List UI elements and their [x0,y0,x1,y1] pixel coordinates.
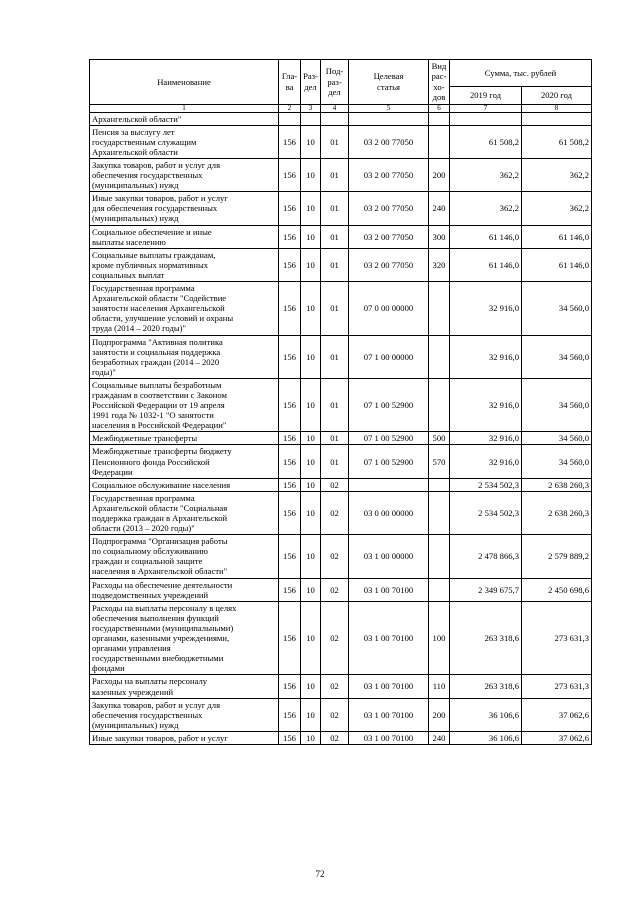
row-chapter: 156 [279,125,301,158]
row-expense-type: 200 [429,698,450,731]
header-expense-type [429,60,450,105]
row-expense-type [429,491,450,534]
row-amount-2020: 362,2 [522,159,592,192]
table-header-row [90,60,592,87]
column-number: 7 [450,104,522,112]
row-section: 10 [301,432,321,445]
row-section: 10 [301,698,321,731]
table-row [90,601,592,675]
row-expense-type: 500 [429,432,450,445]
row-section: 10 [301,491,321,534]
row-name: Социальное обеспечение и иные выплаты населению [90,225,279,248]
row-name: Социальные выплаты безработным гражданам в соответствии с Законом Российской Федерации от 19 апреля 1991 года № 1032-1 "О занятости населения в Российской Федерации" [90,378,279,431]
row-expense-type: 240 [429,731,450,744]
row-target-article: 03 1 00 00000 [349,535,429,578]
header-target-article-label: Целевая статья [373,71,404,92]
row-target-article: 03 2 00 77050 [349,192,429,225]
row-section: 10 [301,578,321,601]
row-name: Подпрограмма "Организация работы по социальному обслуживанию граждан и социальной защите населения в Архангельской области" [90,535,279,578]
table-row [90,478,592,491]
row-chapter: 156 [279,378,301,431]
row-amount-2019: 362,2 [450,159,522,192]
row-section: 10 [301,335,321,378]
row-target-article: 03 2 00 77050 [349,248,429,281]
row-subsection: 01 [321,125,349,158]
row-name: Иные закупки товаров, работ и услуг [90,731,279,744]
row-expense-type: 110 [429,675,450,698]
table-row [90,335,592,378]
row-expense-type: 300 [429,225,450,248]
row-name: Расходы на выплаты персоналу казенных учреждений [90,675,279,698]
row-target-article: 03 1 00 70100 [349,698,429,731]
row-chapter: 156 [279,248,301,281]
column-number: 5 [349,104,429,112]
row-chapter: 156 [279,698,301,731]
row-amount-2020: 273 631,3 [522,601,592,675]
row-expense-type [429,125,450,158]
row-amount-2019: 32 916,0 [450,432,522,445]
row-name: Иные закупки товаров, работ и услуг для обеспечения государственных (муниципальных) нужд [90,192,279,225]
row-expense-type [429,578,450,601]
row-name: Подпрограмма "Активная политика занятости и социальная поддержка безработных граждан (2014 – 2020 годы)" [90,335,279,378]
row-amount-2019: 61 146,0 [450,248,522,281]
row-amount-2019: 36 106,6 [450,698,522,731]
row-expense-type [429,378,450,431]
row-section: 10 [301,125,321,158]
header-expense-type-label: Вид рас- хо- дов [431,61,447,103]
table-row [90,578,592,601]
row-subsection: 02 [321,601,349,675]
table-row [90,225,592,248]
row-subsection: 02 [321,491,349,534]
header-subsection-label: Под- раз- дел [325,66,344,98]
row-chapter: 156 [279,335,301,378]
row-expense-type: 570 [429,445,450,478]
row-target-article: 03 2 00 77050 [349,125,429,158]
row-subsection: 01 [321,192,349,225]
table-row [90,491,592,534]
row-target-article [349,112,429,125]
column-number: 4 [321,104,349,112]
row-name: Социальные выплаты гражданам, кроме публичных нормативных социальных выплат [90,248,279,281]
row-expense-type: 240 [429,192,450,225]
column-numbers-row [90,104,592,112]
row-chapter: 156 [279,578,301,601]
column-number: 3 [301,104,321,112]
row-target-article: 03 1 00 70100 [349,731,429,744]
row-amount-2019: 32 916,0 [450,378,522,431]
row-amount-2019: 36 106,6 [450,731,522,744]
row-expense-type [429,112,450,125]
table-row [90,535,592,578]
row-amount-2020: 34 560,0 [522,335,592,378]
row-amount-2020: 61 508,2 [522,125,592,158]
row-name: Государственная программа Архангельской области "Социальная поддержка граждан в Архангельской области (2013 – 2020 годы)" [90,491,279,534]
table-row [90,445,592,478]
row-section [301,112,321,125]
row-section: 10 [301,225,321,248]
column-number: 8 [522,104,592,112]
row-name: Расходы на выплаты персоналу в целях обеспечения выполнения функций государственными (муниципальными) органами, казенными учреждениями, органами управления государственными внебюджетными фондами [90,601,279,675]
row-chapter: 156 [279,282,301,335]
row-section: 10 [301,378,321,431]
row-amount-2020: 34 560,0 [522,432,592,445]
row-subsection: 02 [321,535,349,578]
header-target-article [349,60,429,105]
row-name: Межбюджетные трансферты бюджету Пенсионного фонда Российской Федерации [90,445,279,478]
table-row [90,432,592,445]
row-chapter: 156 [279,225,301,248]
row-expense-type [429,478,450,491]
row-amount-2019: 2 478 866,3 [450,535,522,578]
row-chapter: 156 [279,535,301,578]
table-row [90,675,592,698]
row-chapter: 156 [279,675,301,698]
row-name: Пенсия за выслугу лет государственным служащим Архангельской области [90,125,279,158]
row-expense-type [429,335,450,378]
row-section: 10 [301,248,321,281]
row-target-article: 07 1 00 52900 [349,432,429,445]
row-expense-type: 200 [429,159,450,192]
row-amount-2020: 2 638 260,3 [522,491,592,534]
row-amount-2019: 2 534 502,3 [450,491,522,534]
row-name: Межбюджетные трансферты [90,432,279,445]
row-name: Закупка товаров, работ и услуг для обеспечения государственных (муниципальных) нужд [90,159,279,192]
row-subsection: 01 [321,225,349,248]
row-section: 10 [301,731,321,744]
table-row [90,125,592,158]
budget-table [89,59,592,745]
row-subsection: 01 [321,378,349,431]
row-amount-2019: 32 916,0 [450,335,522,378]
row-target-article: 03 1 00 70100 [349,675,429,698]
column-number: 1 [90,104,279,112]
row-amount-2019: 362,2 [450,192,522,225]
column-number: 6 [429,104,450,112]
header-section-label: Раз- дел [303,71,318,92]
row-section: 10 [301,675,321,698]
row-chapter: 156 [279,432,301,445]
row-section: 10 [301,535,321,578]
row-target-article: 07 0 00 00000 [349,282,429,335]
row-amount-2019: 2 349 675,7 [450,578,522,601]
row-amount-2019: 32 916,0 [450,282,522,335]
header-sum: Сумма, тыс. рублей [450,60,592,87]
row-subsection: 02 [321,675,349,698]
row-subsection: 01 [321,432,349,445]
row-section: 10 [301,159,321,192]
row-target-article: 07 1 00 52900 [349,445,429,478]
row-chapter: 156 [279,478,301,491]
row-section: 10 [301,192,321,225]
row-subsection: 01 [321,335,349,378]
row-subsection [321,112,349,125]
row-amount-2019: 2 534 502,3 [450,478,522,491]
row-amount-2020: 273 631,3 [522,675,592,698]
row-target-article: 03 0 00 00000 [349,491,429,534]
row-target-article [349,478,429,491]
row-amount-2020: 2 450 698,6 [522,578,592,601]
row-section: 10 [301,282,321,335]
row-amount-2020: 37 062,6 [522,731,592,744]
header-year-2020: 2020 год [522,87,592,104]
row-subsection: 01 [321,445,349,478]
row-target-article: 07 1 00 00000 [349,335,429,378]
row-amount-2019: 61 508,2 [450,125,522,158]
row-name: Расходы на обеспечение деятельности подведомственных учреждений [90,578,279,601]
row-section: 10 [301,478,321,491]
header-year-2019: 2019 год [450,87,522,104]
row-amount-2020: 2 579 889,2 [522,535,592,578]
row-target-article: 03 1 00 70100 [349,601,429,675]
row-subsection: 01 [321,282,349,335]
row-amount-2020: 362,2 [522,192,592,225]
row-subsection: 02 [321,698,349,731]
table-row [90,282,592,335]
row-expense-type: 320 [429,248,450,281]
table-row [90,192,592,225]
header-chapter [279,60,301,105]
page-number: 72 [315,869,325,879]
row-target-article: 03 2 00 77050 [349,159,429,192]
row-name: Архангельской области" [90,112,279,125]
row-chapter: 156 [279,601,301,675]
row-expense-type: 100 [429,601,450,675]
table-row [90,731,592,744]
row-amount-2019 [450,112,522,125]
row-amount-2019: 263 318,6 [450,675,522,698]
row-name: Закупка товаров, работ и услуг для обеспечения государственных (муниципальных) нужд [90,698,279,731]
row-subsection: 02 [321,731,349,744]
row-target-article: 03 1 00 70100 [349,578,429,601]
row-target-article: 07 1 00 52900 [349,378,429,431]
header-subsection [321,60,349,105]
row-amount-2019: 61 146,0 [450,225,522,248]
row-chapter: 156 [279,159,301,192]
row-name: Социальное обслуживание населения [90,478,279,491]
row-subsection: 01 [321,248,349,281]
row-amount-2019: 32 916,0 [450,445,522,478]
row-expense-type [429,535,450,578]
row-amount-2020: 34 560,0 [522,445,592,478]
row-subsection: 02 [321,478,349,491]
row-amount-2020: 37 062,6 [522,698,592,731]
row-chapter [279,112,301,125]
row-amount-2020: 34 560,0 [522,378,592,431]
row-subsection: 01 [321,159,349,192]
row-amount-2020: 34 560,0 [522,282,592,335]
row-amount-2020: 61 146,0 [522,248,592,281]
table-row [90,378,592,431]
row-subsection: 02 [321,578,349,601]
row-chapter: 156 [279,731,301,744]
row-section: 10 [301,601,321,675]
table-row [90,112,592,125]
row-chapter: 156 [279,445,301,478]
row-amount-2020: 61 146,0 [522,225,592,248]
table-row [90,248,592,281]
row-expense-type [429,282,450,335]
table-row [90,159,592,192]
row-chapter: 156 [279,192,301,225]
column-number: 2 [279,104,301,112]
row-name: Государственная программа Архангельской области "Содействие занятости населения Архангельской области, улучшение условий и охраны труда (2014 – 2020 годы)" [90,282,279,335]
row-section: 10 [301,445,321,478]
header-chapter-label: Гла- ва [281,71,298,92]
row-target-article: 03 2 00 77050 [349,225,429,248]
header-name: Наименование [90,60,279,105]
table-row [90,698,592,731]
row-chapter: 156 [279,491,301,534]
header-section [301,60,321,105]
row-amount-2020: 2 638 260,3 [522,478,592,491]
row-amount-2020 [522,112,592,125]
row-amount-2019: 263 318,6 [450,601,522,675]
